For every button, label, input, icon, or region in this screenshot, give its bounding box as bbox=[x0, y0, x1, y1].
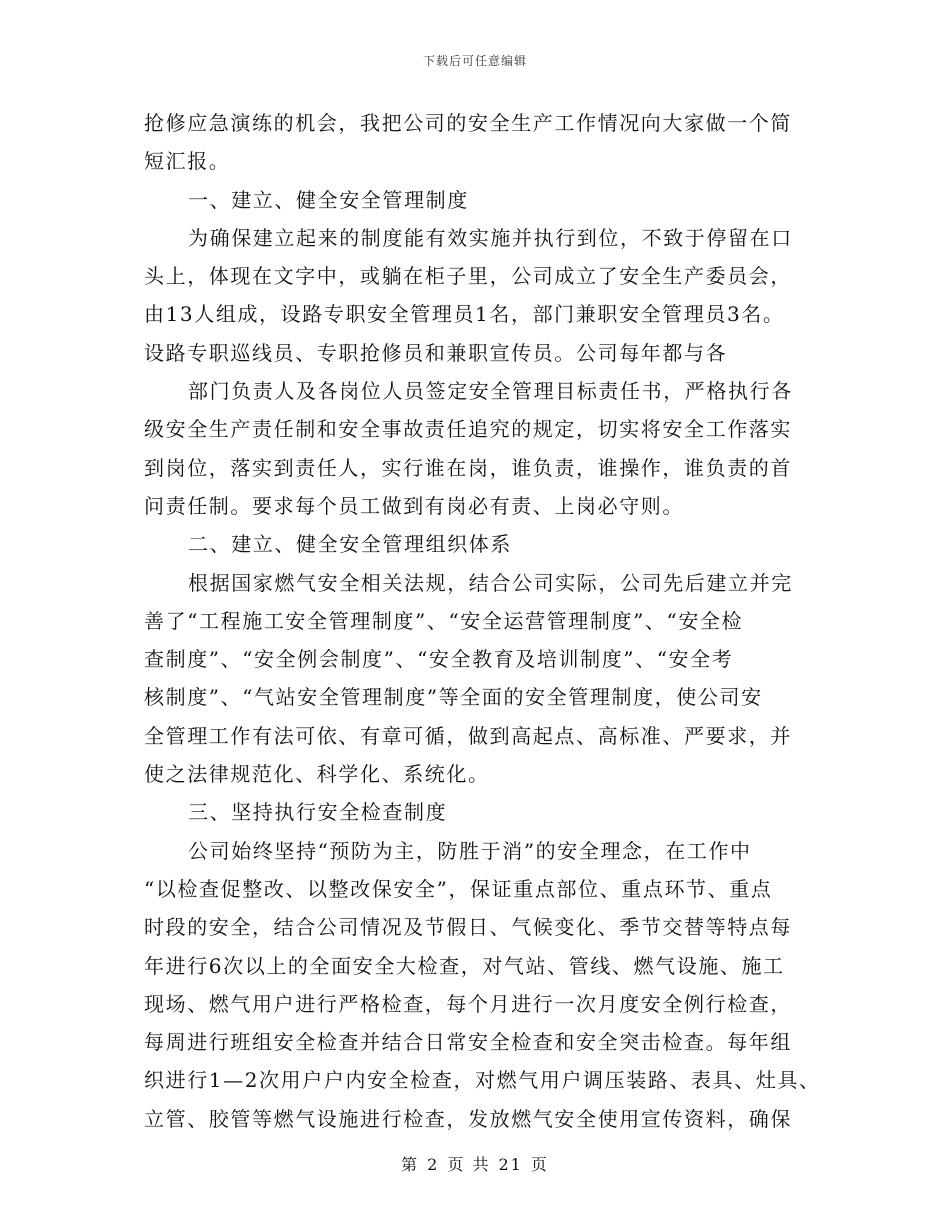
text-line: 立管、胶管等燃气设施进行检查，发放燃气安全使用宣传资料，确保 bbox=[144, 1106, 792, 1131]
text-line: 一、建立、健全安全管理制度 bbox=[188, 187, 469, 212]
text-line: 级安全生产责任制和安全事故责任追究的规定，切实将安全工作落实 bbox=[144, 417, 792, 442]
text-line: 设路专职巡线员、专职抢修员和兼职宣传员。公司每年都与各 bbox=[144, 340, 728, 365]
text-line: 全管理工作有法可依、有章可循，做到高起点、高标准、严要求，并 bbox=[144, 723, 792, 748]
footer-current-page: 2 bbox=[427, 1155, 440, 1174]
text-line: 公司始终坚持“预防为主，防胜于消”的安全理念，在工作中 bbox=[188, 838, 752, 863]
text-line: 核制度”、“气站安全管理制度”等全面的安全管理制度，使公司安 bbox=[144, 685, 763, 710]
text-line: 善了“工程施工安全管理制度”、“安全运营管理制度”、“安全检 bbox=[144, 608, 744, 633]
page-header: 下载后可任意编辑 bbox=[422, 54, 527, 68]
document-body bbox=[144, 104, 824, 1138]
text-line: 由13人组成，设路专职安全管理员1名，部门兼职安全管理员3名。 bbox=[144, 302, 785, 327]
text-line: 三、坚持执行安全检查制度 bbox=[188, 800, 448, 825]
text-line: 为确保建立起来的制度能有效实施并执行到位，不致于停留在口 bbox=[188, 225, 793, 250]
text-line: 短汇报。 bbox=[144, 149, 231, 174]
text-line: 年进行6次以上的全面安全大检查，对气站、管线、燃气设施、施工 bbox=[144, 953, 785, 978]
text-line: 织进行1—2次用户户内安全检查，对燃气用户调压装路、表具、灶具、 bbox=[144, 1068, 821, 1093]
text-line: 问责任制。要求每个员工做到有岗必有责、上岗必守则。 bbox=[144, 493, 684, 518]
page-footer bbox=[0, 1152, 950, 1175]
text-line: 根据国家燃气安全相关法规，结合公司实际，公司先后建立并完 bbox=[188, 570, 793, 595]
text-line: 到岗位，落实到责任人，实行谁在岗，谁负责，谁操作，谁负责的首 bbox=[144, 455, 792, 480]
footer-suffix: 页 bbox=[530, 1155, 549, 1174]
footer-prefix: 第 bbox=[401, 1155, 420, 1174]
footer-total-pages: 21 bbox=[498, 1155, 523, 1174]
text-line: 现场、燃气用户进行严格检查，每个月进行一次月度安全例行检查， bbox=[144, 991, 792, 1016]
text-line: 使之法律规范化、科学化、系统化。 bbox=[144, 762, 490, 787]
text-line: 头上，体现在文字中，或躺在柜子里，公司成立了安全生产委员会， bbox=[144, 264, 792, 289]
text-line: 二、建立、健全安全管理组织体系 bbox=[188, 532, 512, 557]
text-line: 部门负责人及各岗位人员签定安全管理目标责任书，严格执行各 bbox=[188, 379, 793, 404]
text-line: 查制度”、“安全例会制度”、“安全教育及培训制度”、“安全考 bbox=[144, 647, 734, 672]
text-line: 时段的安全，结合公司情况及节假日、气候变化、季节交替等特点每 bbox=[144, 915, 792, 940]
text-line: “以检查促整改、以整改保安全”，保证重点部位、重点环节、重点 bbox=[144, 876, 773, 901]
text-line: 抢修应急演练的机会，我把公司的安全生产工作情况向大家做一个简 bbox=[144, 111, 792, 135]
footer-middle: 页 共 bbox=[447, 1155, 491, 1174]
text-line: 每周进行班组安全检查并结合日常安全检查和安全突击检查。每年组 bbox=[144, 1030, 792, 1055]
